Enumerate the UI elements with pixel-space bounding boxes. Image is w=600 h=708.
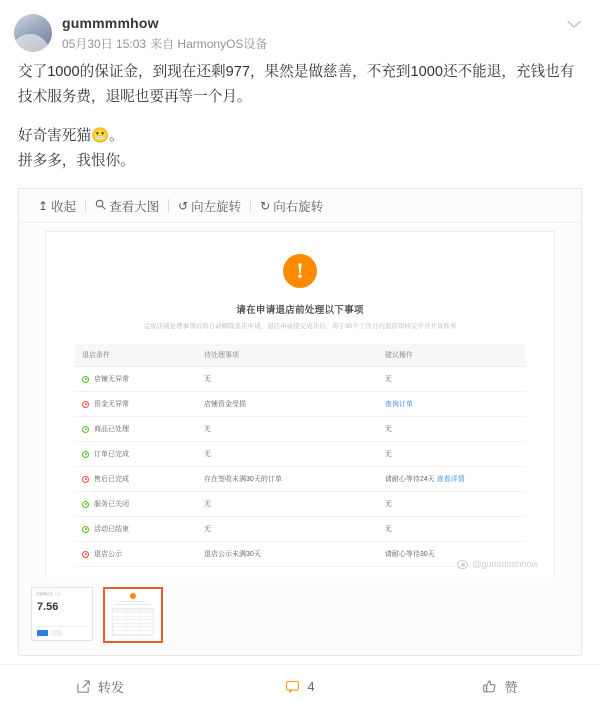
table-row <box>74 467 526 492</box>
row-condition: 活动已结束 <box>94 526 129 533</box>
table-row <box>74 492 526 517</box>
mini-table <box>112 608 154 635</box>
eye-icon <box>457 560 468 569</box>
status-ok-icon <box>82 501 89 508</box>
rotate-right-icon: ↻ <box>260 198 271 213</box>
status-ok-icon <box>82 451 89 458</box>
status-error-icon <box>82 551 89 558</box>
like-icon <box>482 679 497 694</box>
post-paragraph-3: 拼多多，我恨你。 <box>18 153 135 169</box>
row-action-link[interactable]: 查询订单 <box>384 401 413 408</box>
zoom-icon <box>95 199 106 212</box>
post-header-text <box>62 14 584 52</box>
comment-button[interactable] <box>200 665 400 708</box>
row-item: 店铺资金受损 <box>196 392 377 417</box>
share-button[interactable] <box>0 665 200 708</box>
row-action: 无 <box>377 367 526 392</box>
status-ok-icon <box>82 426 89 433</box>
collapse-button[interactable] <box>29 197 85 215</box>
row-item: 退店公示未满30天 <box>196 542 377 567</box>
comment-icon <box>285 679 300 694</box>
row-condition: 店铺无异常 <box>94 376 129 383</box>
table-header-row <box>74 344 526 367</box>
status-ok-icon <box>82 526 89 533</box>
thumbnail-2-content <box>105 589 161 639</box>
row-condition: 订单已完成 <box>94 451 129 458</box>
share-icon <box>76 679 91 694</box>
row-condition: 售后已完成 <box>94 476 129 483</box>
thumbnail-1-amount: 7.56 <box>37 601 59 613</box>
image-viewer <box>18 188 582 656</box>
post-source: 来自 HarmonyOS设备 <box>150 37 268 51</box>
column-header-item: 待处理事项 <box>196 344 377 367</box>
username[interactable]: gummmmhow <box>62 15 159 31</box>
mini-warning-icon <box>130 593 136 599</box>
comment-count: 4 <box>307 679 315 694</box>
thumbnail-1-divider <box>37 626 87 627</box>
status-error-icon <box>82 401 89 408</box>
status-ok-icon <box>82 376 89 383</box>
mini-line <box>115 604 151 605</box>
mini-line <box>121 601 145 602</box>
table-row <box>74 442 526 467</box>
post-content <box>0 52 600 174</box>
table-row <box>74 417 526 442</box>
document-title: 请在申请退店前处理以下事项 <box>236 305 364 316</box>
thumbnail-1-caption: 店铺保证金（元） <box>36 592 64 596</box>
row-action: 请耐心等待30天 <box>377 542 526 567</box>
action-bar <box>0 664 600 708</box>
rotate-right-button[interactable] <box>251 197 332 215</box>
table-row <box>74 392 526 417</box>
watermark-text: @gummmmhow <box>472 559 538 569</box>
viewer-stage[interactable] <box>19 223 581 577</box>
row-condition: 资金无异常 <box>94 401 129 408</box>
rotate-left-label: 向左旋转 <box>191 199 242 214</box>
watermark <box>457 559 538 569</box>
row-condition: 商品已处理 <box>94 426 129 433</box>
paragraph-spacer <box>18 110 582 124</box>
rotate-right-label: 向右旋转 <box>273 199 324 214</box>
like-button[interactable] <box>400 665 600 708</box>
column-header-action: 建议操作 <box>377 344 526 367</box>
view-large-label: 查看大图 <box>109 199 160 214</box>
row-action: 无 <box>377 442 526 467</box>
document-screenshot <box>45 231 555 577</box>
row-condition: 服务已关闭 <box>94 501 129 508</box>
share-label: 转发 <box>97 680 124 695</box>
row-item: 无 <box>196 417 377 442</box>
post-meta <box>62 36 584 52</box>
warning-exclamation-icon: ! <box>283 254 317 288</box>
row-action: 无 <box>377 417 526 442</box>
viewer-toolbar <box>19 189 581 223</box>
chevron-down-icon[interactable] <box>564 14 584 34</box>
row-action: 无 <box>377 492 526 517</box>
thumbnail-2-selected[interactable] <box>103 587 163 643</box>
row-action: 无 <box>377 517 526 542</box>
chip-blue <box>37 630 48 636</box>
collapse-icon: ↥ <box>38 198 49 213</box>
mini-row <box>113 631 153 635</box>
row-item: 无 <box>196 367 377 392</box>
row-condition: 退店公示 <box>94 551 122 558</box>
view-large-button[interactable] <box>86 197 168 215</box>
rotate-left-icon: ↺ <box>178 198 189 213</box>
post-timestamp: 05月30日 15:03 <box>62 37 147 51</box>
conditions-table <box>74 344 526 567</box>
row-item: 无 <box>196 492 377 517</box>
post-paragraph-2: 好奇害死猫😬。 <box>18 128 124 144</box>
chip-grey <box>51 630 62 636</box>
row-action-link[interactable]: 查看详情 <box>436 476 465 483</box>
thumbnail-1-chips <box>37 630 62 636</box>
row-item: 无 <box>196 517 377 542</box>
rotate-left-button[interactable] <box>169 197 250 215</box>
table-row <box>74 517 526 542</box>
document-subtitle: 完成店铺处理事项后将自动解除退店申请，退店申请提交成功后，将于30个工作日内退店审核完毕并开具账单 <box>143 323 457 330</box>
status-error-icon <box>82 476 89 483</box>
collapse-label: 收起 <box>51 199 77 214</box>
post-header <box>0 0 600 52</box>
like-label: 赞 <box>504 680 518 695</box>
row-action: 请耐心等待24天 <box>384 476 435 483</box>
thumbnail-1[interactable] <box>31 587 93 641</box>
row-item: 存在签收未满30天的订单 <box>196 467 377 492</box>
column-header-condition: 退店条件 <box>74 344 196 367</box>
avatar[interactable] <box>14 14 52 52</box>
table-row <box>74 367 526 392</box>
post-paragraph-1: 交了1000的保证金，到现在还剩977，果然是做慈善，不充到1000还不能退，充钱也有技术服务费，退呢也要再等一个月。 <box>18 64 575 105</box>
row-item: 无 <box>196 442 377 467</box>
thumbnail-strip <box>19 577 581 655</box>
